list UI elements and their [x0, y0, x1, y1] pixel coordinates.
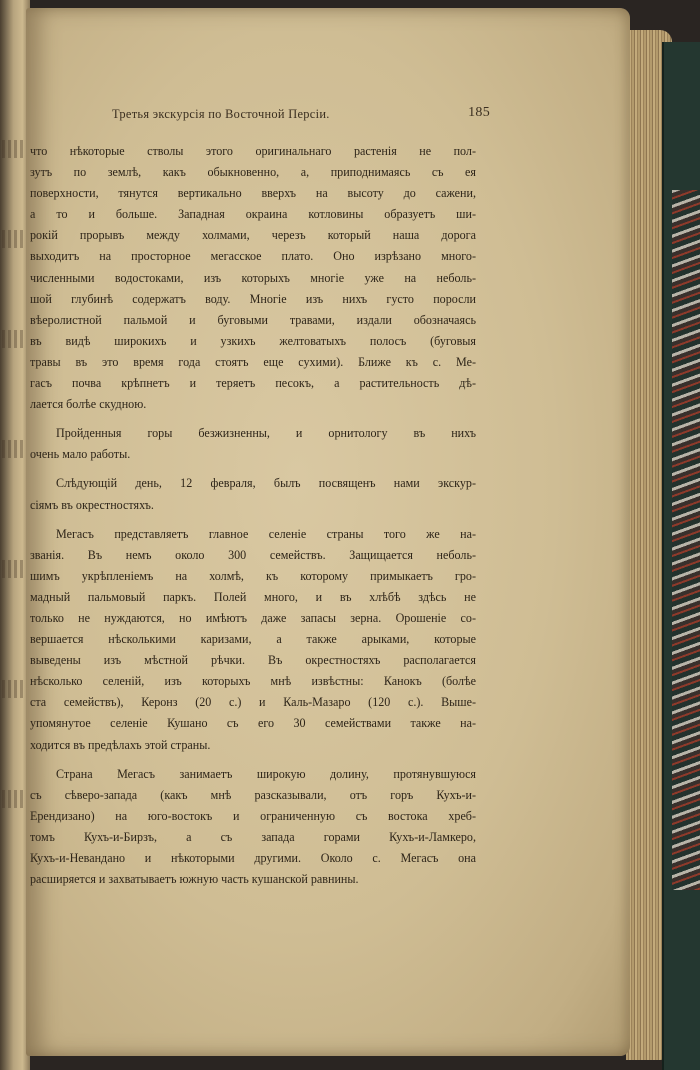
text-line: съ сѣверо-запада (какъ мнѣ разсказывали, отъ горъ Кухъ-и-	[30, 787, 476, 802]
text-line: званія. Въ немъ около 300 семействъ. Защищается неболь-	[30, 547, 476, 562]
paragraph-gap	[30, 516, 476, 524]
text-line: травы въ это время года стоятъ еще сухими). Ближе къ с. Ме-	[30, 354, 476, 369]
text-line: томъ Кухъ-и-Бирзъ, а съ запада горами Кухъ-и-Ламкеро,	[30, 829, 476, 844]
left-page-text-fragment	[2, 790, 26, 808]
text-line: выведены изъ мѣстной рѣчки. Въ окрестностяхъ располагается	[30, 653, 476, 668]
text-line: Пройденныя горы безжизненны, и орнитологу въ нихъ	[56, 426, 476, 441]
text-line: расширяется и захватываетъ южную часть кушанской равнины.	[30, 872, 359, 887]
text-line: а то и больше. Западная окраина котловины образуетъ ши-	[30, 207, 476, 222]
text-line: ста семействъ), Керонз (20 с.) и Каль-Мазаро (120 с.). Выше-	[30, 695, 476, 710]
text-line: выходитъ на просторное мегасское плато. Оно изрѣзано много-	[30, 249, 476, 264]
text-line: шимъ укрѣпленіемъ на холмѣ, къ которому примыкаетъ гро-	[30, 568, 476, 583]
text-line: въ видѣ широкихъ и узкихъ желтоватыхъ полосъ (буговыя	[30, 333, 476, 348]
text-line: Ерендизано) на юго-востокъ и ограниченную съ востока хреб-	[30, 808, 476, 823]
left-page-text-fragment	[2, 680, 26, 698]
paragraph-gap	[30, 415, 476, 423]
text-line: нѣсколько селеній, изъ которыхъ мнѣ извѣстны: Канокъ (болѣе	[30, 674, 476, 689]
text-line: численными водостоками, изъ которыхъ многіе уже на неболь-	[30, 270, 476, 285]
text-line: ходится въ предѣлахъ этой страны.	[30, 737, 211, 752]
text-line: Страна Мегасъ занимаетъ широкую долину, протянувшуюся	[56, 766, 476, 781]
text-line: мадный пальмовый паркъ. Полей много, и въ хлѣбѣ здѣсь не	[30, 589, 476, 604]
running-head	[112, 107, 490, 125]
marbled-edge-pattern	[672, 190, 700, 890]
text-line: Кухъ-и-Невандано и нѣкоторыми другими. Около с. Мегасъ она	[30, 851, 476, 865]
page-body-text	[30, 141, 476, 890]
text-line: сіямъ въ окрестностяхъ.	[30, 497, 154, 512]
left-page-text-fragment	[2, 560, 26, 578]
text-line: Мегасъ представляетъ главное селеніе страны того же на-	[56, 526, 476, 541]
text-line: поверхности, тянутся вертикально вверхъ на высоту до сажени,	[30, 186, 476, 201]
paragraph-gap	[30, 465, 476, 473]
left-page-text-fragment	[2, 230, 26, 248]
left-page-text-fragment	[2, 140, 26, 158]
text-line: вѣеролистной пальмой и буговыми травами, издали обозначаясь	[30, 312, 476, 327]
text-line: вершается нѣсколькими каризами, а также арыками, которые	[30, 632, 476, 647]
text-line: очень мало работы.	[30, 447, 131, 462]
text-line: что нѣкоторые стволы этого оригинальнаго растенія не пол-	[30, 144, 476, 158]
text-line: только не нуждаются, но имѣютъ даже запасы зерна. Орошеніе со-	[30, 610, 476, 625]
text-line: рокій прорывъ между холмами, черезъ который наша дорога	[30, 228, 476, 243]
text-line: упомянутое селеніе Кушано съ его 30 семействами также на-	[30, 716, 476, 731]
running-title: Третья экскурсія по Восточной Персіи.	[112, 107, 330, 121]
text-line: зутъ по землѣ, какъ обыкновенно, а, приподнимаясь съ ея	[30, 165, 476, 180]
text-line: шой глубинѣ содержатъ воду. Многіе изъ нихъ густо поросли	[30, 291, 476, 306]
page-number: 185	[468, 105, 490, 120]
paragraph-gap	[30, 756, 476, 764]
left-page-text-fragment	[2, 440, 26, 458]
text-line: лается болѣе скудною.	[30, 397, 147, 412]
text-line: Слѣдующій день, 12 февраля, былъ посвященъ нами экскур-	[56, 476, 476, 491]
left-page-text-fragment	[2, 330, 26, 348]
text-line: гасъ почва крѣпнетъ и теряетъ песокъ, а растительность дѣ-	[30, 376, 476, 391]
